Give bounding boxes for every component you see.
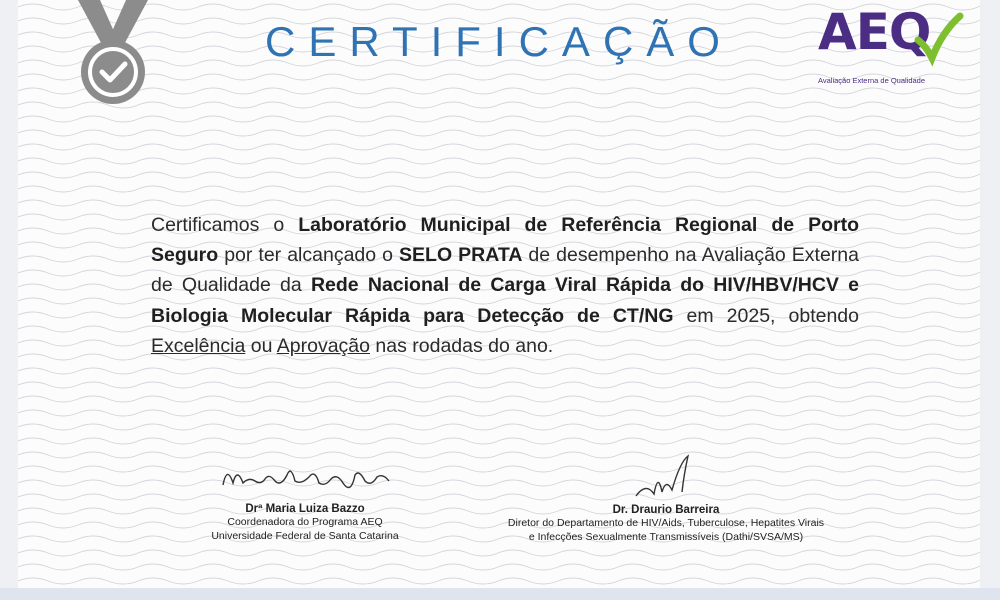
signer-name-left: Drª Maria Luiza Bazzo (245, 503, 365, 515)
signature-block-right (486, 452, 846, 544)
lab-name: Laboratório Municipal de Referência Regional de Porto Seguro (151, 214, 859, 267)
logo-text: AEQ (818, 3, 931, 61)
bottom-strip (0, 588, 1000, 600)
signer-department-right: e Infecções Sexualmente Transmissíveis (Dathi/SVSA/MS) (528, 531, 804, 543)
signer-role-left: Coordenadora do Programa AEQ (227, 516, 383, 528)
certificate-page (18, 0, 980, 588)
checkmark-icon (818, 2, 968, 82)
signer-name-right: Dr. Draurio Barreira (612, 504, 720, 516)
network-name: Rede Nacional de Carga Viral Rápida do HIV/HBV/HCV e Biologia Molecular Rápida para Detecção de CT/NG (151, 274, 859, 327)
approval-text: Aprovação (276, 334, 370, 357)
aeq-logo (818, 2, 968, 92)
signature-block-left (170, 455, 440, 543)
signature-image-left (205, 455, 405, 501)
certificate-title: CERTIFICAÇÃO (265, 18, 733, 65)
seal-name: SELO PRATA (399, 244, 523, 267)
logo-subtitle: Avaliação Externa de Qualidade (818, 76, 926, 85)
signer-role-right: Diretor do Departamento de HIV/Aids, Tuberculose, Hepatites Virais (507, 517, 825, 529)
signer-institution-left: Universidade Federal de Santa Catarina (211, 530, 399, 542)
excellence-text: Excelência (151, 334, 246, 357)
signature-image-right (596, 452, 736, 502)
certificate-body: Certificamos o Laboratório Municipal de Referência Regional de Porto Seguro por ter alcançado o SELO PRATA de desempenho na Avaliação Externa de Qualidade da Rede Nacional de Carga Viral Rápida do HIV/HBV/HCV e Biologia Molecular Rápida para Detecção de CT/NG em 2025, obtendo Excelência ou Aprovação nas rodadas do ano. (151, 214, 859, 357)
